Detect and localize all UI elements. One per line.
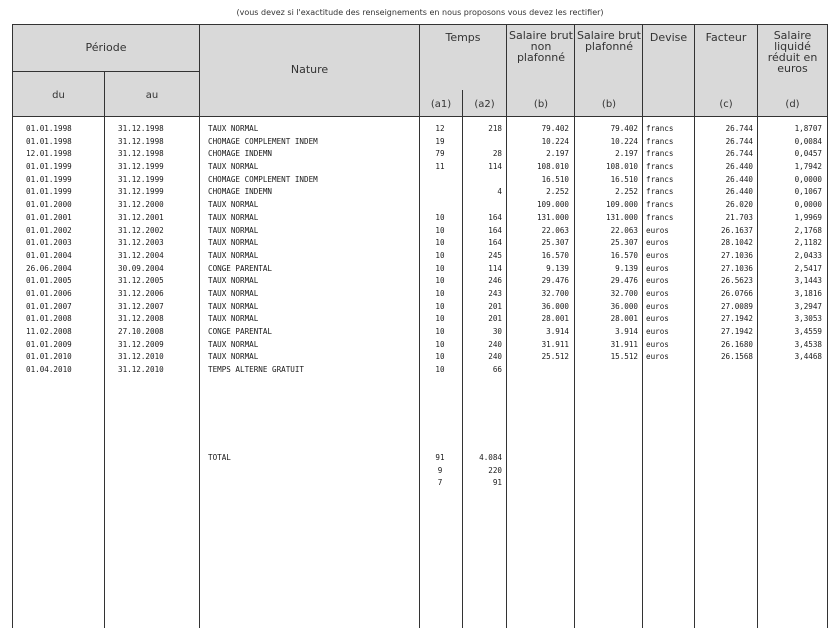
cell-au: 30.09.2004 [118, 263, 164, 273]
cell-au: 27.10.2008 [118, 327, 164, 336]
cell-au: 31.12.1999 [118, 162, 164, 172]
cell-brut: 3.914 [546, 327, 569, 336]
cell-plafonne: 3.914 [615, 327, 638, 336]
cell-au: 31.12.2007 [118, 301, 164, 311]
cell-devise: euros [646, 288, 669, 298]
cell-plafonne: 32.700 [610, 288, 638, 298]
header-facteur: Facteur [705, 31, 747, 44]
header-col-b: (b) [533, 99, 549, 110]
cell-plafonne: 29.476 [610, 276, 638, 286]
cell-facteur: 27.1036 [720, 263, 753, 273]
cell-plafonne: 9.139 [615, 263, 638, 273]
cell-devise: euros [646, 250, 669, 260]
cell-facteur: 28.1042 [720, 238, 753, 248]
table-row [0, 364, 840, 377]
totals-a1: 9 [437, 465, 443, 475]
cell-plafonne: 10.224 [610, 136, 638, 146]
cell-au: 31.12.2004 [118, 250, 164, 260]
cell-facteur: 27.1942 [720, 314, 753, 324]
cell-plafonne: 31.911 [610, 339, 638, 349]
cell-au: 31.12.2006 [118, 288, 164, 298]
cell-devise: euros [646, 339, 669, 349]
cell-a1: 10 [435, 339, 445, 349]
cell-nature: TAUX NORMAL [208, 288, 259, 298]
cell-brut: 2.252 [546, 187, 569, 197]
cell-facteur: 26.744 [725, 136, 753, 146]
table-row [0, 275, 840, 288]
cell-nature: CONGE PARENTAL [208, 327, 273, 336]
cell-du: 01.01.2007 [26, 301, 72, 311]
cell-euros: 3,2947 [794, 301, 822, 311]
totals-a1: 91 [435, 453, 445, 462]
cell-brut: 16.570 [541, 250, 569, 260]
header-bottom-border [12, 116, 828, 117]
totals-a2: 220 [488, 465, 502, 475]
cell-du: 11.02.2008 [26, 327, 72, 336]
cell-du: 01.04.2010 [26, 365, 72, 375]
cell-euros: 0,0000 [794, 200, 822, 210]
cell-du: 26.06.2004 [26, 263, 72, 273]
table-row [0, 186, 840, 199]
cell-facteur: 26.440 [725, 187, 753, 197]
cell-devise: euros [646, 352, 669, 362]
cell-plafonne: 36.000 [610, 301, 638, 311]
cell-plafonne: 16.510 [610, 174, 638, 184]
header-salaire-plafonne: Salaire brut plafonné [577, 29, 641, 53]
table-row [0, 237, 840, 250]
cell-euros: 3,4538 [794, 339, 822, 349]
table-row [0, 212, 840, 225]
header-salaire-non-plafonne: Salaire brut non plafonné [509, 29, 573, 64]
cell-euros: 1,8707 [794, 124, 822, 133]
cell-brut: 28.001 [541, 314, 569, 324]
cell-du: 01.01.2005 [26, 276, 72, 286]
cell-au: 31.12.2001 [118, 212, 164, 222]
totals-row [0, 477, 840, 490]
cell-au: 31.12.2003 [118, 238, 164, 248]
cell-devise: euros [646, 238, 669, 248]
cell-nature: TAUX NORMAL [208, 250, 259, 260]
header-note: (vous devez si l'exactitude des renseignements en nous proposons vous devez les rectifier) [236, 8, 604, 17]
cell-a1: 10 [435, 238, 445, 248]
cell-nature: CHOMAGE COMPLEMENT INDEM [208, 174, 318, 184]
cell-a2: 30 [492, 327, 502, 336]
cell-nature: CHOMAGE COMPLEMENT INDEM [208, 136, 318, 146]
cell-au: 31.12.1998 [118, 136, 164, 146]
cell-euros: 2,0433 [794, 250, 822, 260]
cell-euros: 1,7942 [794, 162, 822, 172]
cell-a1: 19 [435, 136, 445, 146]
cell-au: 31.12.1999 [118, 174, 164, 184]
cell-nature: TAUX NORMAL [208, 212, 259, 222]
cell-euros: 0,0000 [794, 174, 822, 184]
cell-nature: TAUX NORMAL [208, 162, 259, 172]
cell-plafonne: 108.010 [605, 162, 638, 172]
cell-nature: TAUX NORMAL [208, 301, 259, 311]
cell-du: 01.01.2009 [26, 339, 72, 349]
header-col-c: (c) [719, 99, 733, 110]
table-row [0, 351, 840, 364]
cell-nature: CHOMAGE INDEMN [208, 149, 273, 159]
cell-devise: francs [646, 162, 674, 172]
cell-euros: 3,1443 [794, 276, 822, 286]
cell-du: 01.01.1999 [26, 174, 72, 184]
cell-plafonne: 2.197 [615, 149, 638, 159]
cell-a1: 10 [435, 365, 445, 375]
cell-du: 01.01.2002 [26, 225, 72, 235]
cell-nature: TAUX NORMAL [208, 276, 259, 286]
table-top-border [12, 24, 828, 25]
cell-brut: 25.512 [541, 352, 569, 362]
cell-a1: 10 [435, 225, 445, 235]
cell-brut: 2.197 [546, 149, 569, 159]
cell-a2: 114 [488, 263, 502, 273]
cell-brut: 10.224 [541, 136, 569, 146]
cell-euros: 3,1816 [794, 288, 822, 298]
cell-brut: 31.911 [541, 339, 569, 349]
cell-a2: 218 [488, 124, 502, 133]
totals-row [0, 452, 840, 465]
table-row [0, 250, 840, 263]
cell-devise: euros [646, 314, 669, 324]
cell-brut: 9.139 [546, 263, 569, 273]
cell-devise: francs [646, 212, 674, 222]
totals-a2: 4.084 [479, 453, 502, 462]
cell-brut: 79.402 [541, 124, 569, 133]
cell-a2: 164 [488, 212, 502, 222]
cell-a1: 10 [435, 263, 445, 273]
cell-du: 12.01.1998 [26, 149, 72, 159]
cell-brut: 22.063 [541, 225, 569, 235]
cell-nature: CHOMAGE INDEMN [208, 187, 273, 197]
cell-du: 01.01.2008 [26, 314, 72, 324]
cell-facteur: 26.744 [725, 149, 753, 159]
cell-au: 31.12.1998 [118, 149, 164, 159]
table-row [0, 161, 840, 174]
cell-a1: 10 [435, 352, 445, 362]
cell-a2: 28 [492, 149, 502, 159]
cell-a1: 10 [435, 212, 445, 222]
cell-nature: TAUX NORMAL [208, 352, 259, 362]
cell-brut: 25.307 [541, 238, 569, 248]
cell-plafonne: 2.252 [615, 187, 638, 197]
cell-facteur: 26.020 [725, 200, 753, 210]
cell-a2: 240 [488, 339, 502, 349]
cell-a2: 245 [488, 250, 502, 260]
cell-plafonne: 131.000 [605, 212, 638, 222]
cell-brut: 29.476 [541, 276, 569, 286]
cell-a2: 201 [488, 314, 502, 324]
cell-devise: euros [646, 327, 669, 336]
cell-facteur: 26.5623 [720, 276, 753, 286]
cell-facteur: 26.1568 [720, 352, 753, 362]
cell-a1: 11 [435, 162, 445, 172]
cell-du: 01.01.1999 [26, 162, 72, 172]
cell-du: 01.01.2003 [26, 238, 72, 248]
cell-brut: 32.700 [541, 288, 569, 298]
cell-nature: TAUX NORMAL [208, 339, 259, 349]
header-temps: Temps [445, 31, 481, 44]
cell-plafonne: 22.063 [610, 225, 638, 235]
totals-row [0, 465, 840, 478]
cell-facteur: 21.703 [725, 212, 753, 222]
cell-euros: 1,9969 [794, 212, 822, 222]
cell-devise: francs [646, 200, 674, 210]
cell-nature: TAUX NORMAL [208, 124, 259, 133]
cell-a2: 66 [492, 365, 502, 375]
table-row [0, 288, 840, 301]
cell-du: 01.01.2000 [26, 200, 72, 210]
cell-a1: 10 [435, 250, 445, 260]
table-row [0, 136, 840, 149]
cell-du: 01.01.1999 [26, 187, 72, 197]
table-row [0, 174, 840, 187]
cell-nature: TAUX NORMAL [208, 238, 259, 248]
cell-nature: TAUX NORMAL [208, 225, 259, 235]
table-row [0, 339, 840, 352]
cell-au: 31.12.2002 [118, 225, 164, 235]
cell-au: 31.12.2008 [118, 314, 164, 324]
cell-a2: 164 [488, 238, 502, 248]
cell-facteur: 26.1637 [720, 225, 753, 235]
cell-a1: 10 [435, 301, 445, 311]
cell-euros: 0,0084 [794, 136, 822, 146]
header-periode: Période [85, 41, 127, 54]
cell-facteur: 26.0766 [720, 288, 753, 298]
cell-plafonne: 16.570 [610, 250, 638, 260]
cell-a1: 10 [435, 288, 445, 298]
header-a1: (a1) [430, 99, 452, 110]
cell-a2: 243 [488, 288, 502, 298]
cell-euros: 2,5417 [794, 263, 822, 273]
cell-euros: 3,3053 [794, 314, 822, 324]
cell-au: 31.12.2000 [118, 200, 164, 210]
table-row [0, 313, 840, 326]
cell-facteur: 26.744 [725, 124, 753, 133]
cell-nature: CONGE PARENTAL [208, 263, 273, 273]
cell-au: 31.12.2010 [118, 352, 164, 362]
cell-au: 31.12.1999 [118, 187, 164, 197]
cell-a1: 12 [435, 124, 445, 133]
cell-du: 01.01.2010 [26, 352, 72, 362]
totals-label: TOTAL [208, 453, 231, 462]
cell-a2: 201 [488, 301, 502, 311]
cell-facteur: 26.440 [725, 174, 753, 184]
cell-plafonne: 28.001 [610, 314, 638, 324]
cell-devise: euros [646, 301, 669, 311]
cell-a1: 10 [435, 276, 445, 286]
cell-devise: francs [646, 187, 674, 197]
cell-devise: francs [646, 124, 674, 133]
cell-devise: francs [646, 136, 674, 146]
cell-facteur: 26.440 [725, 162, 753, 172]
cell-facteur: 26.1680 [720, 339, 753, 349]
table-row [0, 263, 840, 276]
table-row [0, 301, 840, 314]
periode-divider [13, 71, 199, 72]
cell-plafonne: 15.512 [610, 352, 638, 362]
cell-du: 01.01.1998 [26, 136, 72, 146]
cell-du: 01.01.2006 [26, 288, 72, 298]
table-row [0, 148, 840, 161]
cell-brut: 109.000 [536, 200, 569, 210]
cell-brut: 108.010 [536, 162, 569, 172]
cell-euros: 0,0457 [794, 149, 822, 159]
table-row [0, 326, 840, 339]
cell-euros: 3,4559 [794, 327, 822, 336]
totals-a2: 91 [492, 478, 502, 488]
cell-brut: 16.510 [541, 174, 569, 184]
table-row [0, 225, 840, 238]
totals-block [0, 452, 840, 490]
cell-devise: francs [646, 149, 674, 159]
header-salaire-euros: Salaire liquidé réduit en euros [767, 29, 818, 75]
cell-a1: 10 [435, 327, 445, 336]
cell-a2: 114 [488, 162, 502, 172]
header-au: au [145, 90, 159, 101]
cell-brut: 36.000 [541, 301, 569, 311]
table-body [0, 123, 840, 377]
cell-a2: 4 [497, 187, 502, 197]
cell-facteur: 27.1942 [720, 327, 753, 336]
cell-a1: 10 [435, 314, 445, 324]
table-row [0, 123, 840, 136]
header-a2: (a2) [474, 99, 495, 110]
cell-du: 01.01.1998 [26, 124, 72, 133]
cell-au: 31.12.2005 [118, 276, 164, 286]
header-du: du [52, 90, 65, 101]
header-bg-periode [13, 24, 199, 116]
cell-au: 31.12.1998 [118, 124, 164, 133]
cell-nature: TAUX NORMAL [208, 200, 259, 210]
cell-brut: 131.000 [536, 212, 569, 222]
cell-facteur: 27.1036 [720, 250, 753, 260]
cell-euros: 2,1768 [794, 225, 822, 235]
cell-au: 31.12.2009 [118, 339, 164, 349]
cell-plafonne: 25.307 [610, 238, 638, 248]
cell-plafonne: 109.000 [605, 200, 638, 210]
cell-a2: 240 [488, 352, 502, 362]
header-col-d: (d) [785, 99, 800, 110]
cell-plafonne: 79.402 [610, 124, 638, 133]
totals-a1: 7 [437, 478, 443, 488]
header-col-b2: (b) [601, 99, 617, 110]
header-nature: Nature [290, 63, 329, 76]
cell-au: 31.12.2010 [118, 365, 164, 375]
cell-a2: 246 [488, 276, 502, 286]
cell-devise: euros [646, 263, 669, 273]
cell-devise: euros [646, 225, 669, 235]
cell-facteur: 27.0089 [720, 301, 753, 311]
cell-euros: 2,1182 [794, 238, 822, 248]
cell-euros: 3,4468 [794, 352, 822, 362]
cell-du: 01.01.2004 [26, 250, 72, 260]
header-devise: Devise [649, 31, 688, 44]
cell-euros: 0,1067 [794, 187, 822, 197]
cell-a2: 164 [488, 225, 502, 235]
cell-du: 01.01.2001 [26, 212, 72, 222]
cell-nature: TAUX NORMAL [208, 314, 259, 324]
cell-devise: francs [646, 174, 674, 184]
cell-a1: 79 [435, 149, 445, 159]
table-row [0, 199, 840, 212]
cell-devise: euros [646, 276, 669, 286]
cell-nature: TEMPS ALTERNE GRATUIT [208, 365, 305, 375]
